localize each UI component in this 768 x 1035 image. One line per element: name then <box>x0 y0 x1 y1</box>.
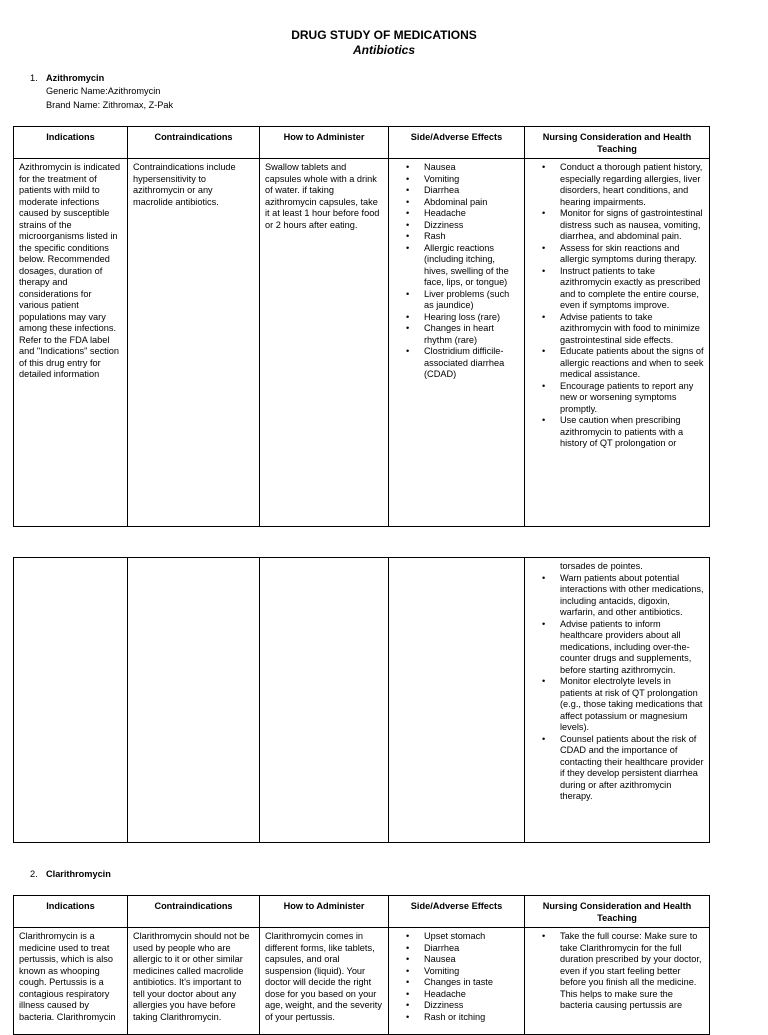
drug1-nursing-continued-text: torsades de pointes. <box>560 561 643 571</box>
list-item: • Conduct a thorough patient history, especially regarding allergies, liver disorders, heart conditions, and hearing impairments. <box>560 162 704 208</box>
col-header-contraindications: Contraindications <box>128 896 260 928</box>
empty-cell <box>128 558 260 843</box>
list-item: • Vomiting <box>424 174 519 186</box>
list-item: • Advise patients to inform healthcare providers about all medications, including over-the-counter drugs and supplements, before starting azithromycin. <box>560 619 704 677</box>
list-item: • Changes in heart rhythm (rare) <box>424 323 519 346</box>
empty-cell <box>260 558 389 843</box>
drug1-administer: Swallow tablets and capsules whole with a drink of water. if taking azithromycin capsules, take it at least 1 hour before food or 2 hours after eating. <box>260 159 389 527</box>
document-title: DRUG STUDY OF MEDICATIONS <box>291 28 477 42</box>
list-item: • Rash or itching <box>424 1012 519 1024</box>
drug2-name: Clarithromycin <box>46 869 111 879</box>
list-item: • Headache <box>424 208 519 220</box>
list-item: • Vomiting <box>424 966 519 978</box>
drug1-side-effects-cell <box>389 159 525 527</box>
col-header-side-effects: Side/Adverse Effects <box>389 896 525 928</box>
col-header-side-effects: Side/Adverse Effects <box>389 127 525 159</box>
drug1-header-row <box>14 127 710 159</box>
drug1-name: Azithromycin <box>46 73 105 83</box>
drug1-generic-name: Generic Name:Azithromycin <box>46 86 161 96</box>
col-header-administer: How to Administer <box>260 127 389 159</box>
list-item: • Allergic reactions (including itching, hives, swelling of the face, lips, or tongue) <box>424 243 519 289</box>
drug2-side-effects-list <box>394 931 519 1023</box>
list-item: • Abdominal pain <box>424 197 519 209</box>
list-item: • Encourage patients to report any new or worsening symptoms promptly. <box>560 381 704 416</box>
list-item: • Assess for skin reactions and allergic symptoms during therapy. <box>560 243 704 266</box>
drug2-heading <box>30 868 111 880</box>
col-header-nursing: Nursing Consideration and Health Teaching <box>525 127 710 159</box>
drug1-body-row <box>14 159 710 527</box>
drug2-indications: Clarithromycin is a medicine used to treat pertussis, which is also known as whooping cough. Pertussis is a contagious respiratory illness caused by bacteria. Clarithromycin <box>14 928 128 1035</box>
drug2-administer: Clarithromycin comes in different forms, like tablets, capsules, and oral suspension (liquid). Your doctor will decide the right dose for you based on your age, weight, and the severity of your pertussis. <box>260 928 389 1035</box>
drug2-body-row <box>14 928 710 1035</box>
drug2-table <box>13 895 710 1035</box>
drug1-brand-name: Brand Name: Zithromax, Z-Pak <box>46 100 174 110</box>
list-item: • Nausea <box>424 162 519 174</box>
drug2-header-row <box>14 896 710 928</box>
list-item: • Liver problems (such as jaundice) <box>424 289 519 312</box>
list-item: • Diarrhea <box>424 943 519 955</box>
list-item: • Dizziness <box>424 220 519 232</box>
list-item: • Dizziness <box>424 1000 519 1012</box>
drug2-contraindications: Clarithromycin should not be used by people who are allergic to it or other similar medicines called macrolide antibiotics. It's important to tell your doctor about any allergies you have before taking Clarithromycin. <box>128 928 260 1035</box>
list-item: • Instruct patients to take azithromycin exactly as prescribed and to complete the entire course, even if symptoms improve. <box>560 266 704 312</box>
list-item: • Upset stomach <box>424 931 519 943</box>
drug1-nursing-continued-cell <box>525 558 710 843</box>
document-subtitle: Antibiotics <box>353 43 415 57</box>
drug1-table-continued <box>13 557 710 843</box>
list-item: • Hearing loss (rare) <box>424 312 519 324</box>
drug1-side-effects-list <box>394 162 519 381</box>
list-item: • Educate patients about the signs of allergic reactions and when to seek medical assistance. <box>560 346 704 381</box>
col-header-nursing: Nursing Consideration and Health Teaching <box>525 896 710 928</box>
drug1-contraindications: Contraindications include hypersensitivity to azithromycin or any macrolide antibiotics. <box>128 159 260 527</box>
list-item: • Counsel patients about the risk of CDAD and the importance of contacting their healthcare provider if they develop persistent diarrhea during or after azithromycin therapy. <box>560 734 704 803</box>
list-item: • Warn patients about potential interactions with other medications, including antacids, digoxin, warfarin, and other antibiotics. <box>560 573 704 619</box>
drug2-nursing-cell <box>525 928 710 1035</box>
drug2-side-effects-cell <box>389 928 525 1035</box>
list-item: • Headache <box>424 989 519 1001</box>
list-item: • Advise patients to take azithromycin with food to minimize gastrointestinal side effects. <box>560 312 704 347</box>
drug2-nursing-list <box>530 931 704 1012</box>
col-header-administer: How to Administer <box>260 896 389 928</box>
col-header-contraindications: Contraindications <box>128 127 260 159</box>
list-item: • Rash <box>424 231 519 243</box>
drug1-indications: Azithromycin is indicated for the treatment of patients with mild to moderate infections caused by susceptible strains of the microorganisms listed in the specific conditions below. Recommended dosages, duration of therapy and considerations for various patient populations may vary among these infections. Refer to the FDA label and "Indications" section of this drug entry for detailed information <box>14 159 128 527</box>
list-item: • Use caution when prescribing azithromycin to patients with a history of QT prolongation or <box>560 415 704 450</box>
drug1-table <box>13 126 710 527</box>
drug1-nursing-list <box>530 162 704 450</box>
drug1-nursing-list-continued <box>530 573 704 803</box>
list-item: • Diarrhea <box>424 185 519 197</box>
drug1-heading <box>30 72 104 84</box>
list-item: • Monitor electrolyte levels in patients at risk of QT prolongation (e.g., those taking medications that affect potassium or magnesium levels). <box>560 676 704 734</box>
drug1-continued-row <box>14 558 710 843</box>
list-item: • Nausea <box>424 954 519 966</box>
drug1-number: 1. <box>30 73 38 83</box>
list-item: • Changes in taste <box>424 977 519 989</box>
empty-cell <box>14 558 128 843</box>
col-header-indications: Indications <box>14 127 128 159</box>
col-header-indications: Indications <box>14 896 128 928</box>
list-item: • Clostridium difficile-associated diarrhea (CDAD) <box>424 346 519 381</box>
list-item: • Monitor for signs of gastrointestinal distress such as nausea, vomiting, diarrhea, and abdominal pain. <box>560 208 704 243</box>
list-item: • Take the full course: Make sure to take Clarithromycin for the full duration prescribed by your doctor, even if you start feeling better before you finish all the medicine. This helps to make sure the bacteria causing pertussis are <box>560 931 704 1012</box>
drug2-number: 2. <box>30 869 38 879</box>
empty-cell <box>389 558 525 843</box>
drug1-nursing-cell <box>525 159 710 527</box>
